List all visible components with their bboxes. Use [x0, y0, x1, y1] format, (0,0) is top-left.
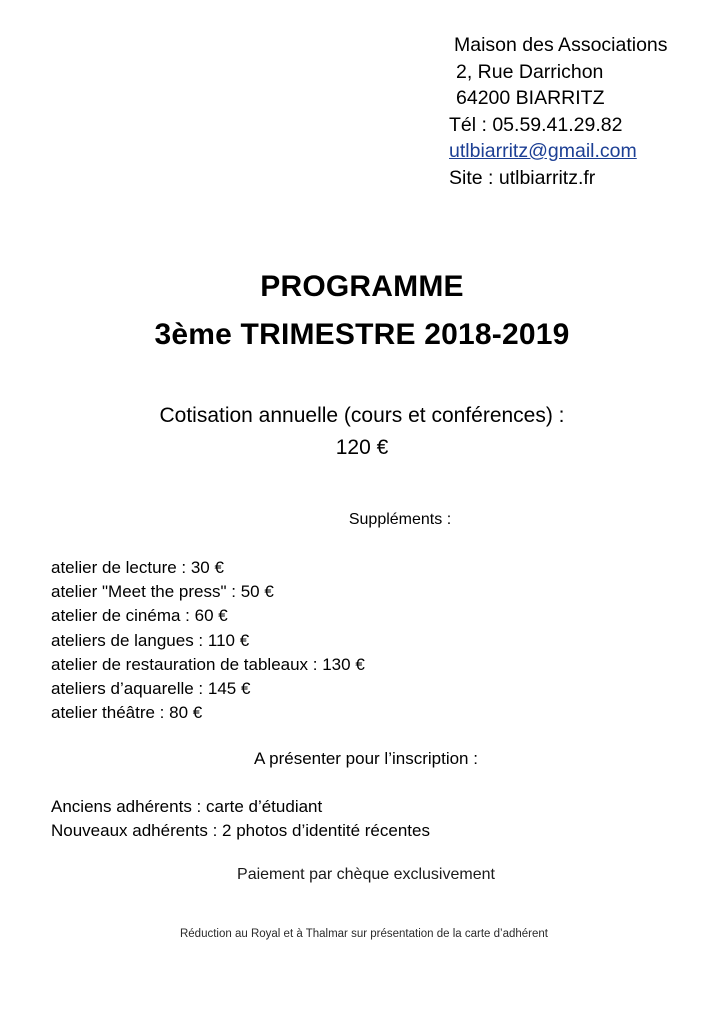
cotisation-amount: 120 €	[335, 436, 389, 459]
page-title	[0, 268, 724, 354]
list-item: Anciens adhérents : carte d’étudiant	[51, 797, 323, 816]
list-item: atelier de restauration de tableaux : 130 €	[51, 654, 365, 674]
supplements-list	[51, 556, 365, 725]
list-item: atelier de cinéma : 60 €	[51, 606, 228, 626]
contact-block	[449, 32, 719, 191]
list-item: atelier de lecture : 30 €	[51, 558, 224, 577]
supplements-heading: Suppléments :	[348, 511, 452, 528]
title-line-1: PROGRAMME	[260, 270, 464, 303]
cotisation-block	[0, 400, 724, 464]
contact-website: Site : utlbiarritz.fr	[449, 166, 596, 189]
inscription-heading: A présenter pour l’inscription :	[254, 749, 478, 768]
contact-phone: Tél : 05.59.41.29.82	[449, 113, 623, 136]
contact-email-link[interactable]	[449, 138, 719, 165]
list-item: atelier théâtre : 80 €	[51, 703, 203, 723]
payment-note: Paiement par chèque exclusivement	[237, 866, 495, 883]
contact-organisation: Maison des Associations	[454, 34, 668, 56]
list-item: Nouveaux adhérents : 2 photos d’identité récentes	[51, 821, 430, 841]
contact-street: 2, Rue Darrichon	[456, 60, 604, 83]
cotisation-label: Cotisation annuelle (cours et conférences) :	[159, 404, 565, 427]
contact-city: 64200 BIARRITZ	[456, 87, 605, 109]
list-item: ateliers de langues : 110 €	[51, 630, 250, 650]
inscription-list	[51, 795, 430, 843]
email-link-text[interactable]: utlbiarritz@gmail.com	[449, 140, 637, 162]
list-item: ateliers d’aquarelle : 145 €	[51, 679, 251, 699]
list-item: atelier "Meet the press" : 50 €	[51, 582, 274, 602]
title-line-2: 3ème TRIMESTRE 2018-2019	[154, 318, 570, 351]
footnote: Réduction au Royal et à Thalmar sur présentation de la carte d’adhérent	[179, 928, 548, 940]
